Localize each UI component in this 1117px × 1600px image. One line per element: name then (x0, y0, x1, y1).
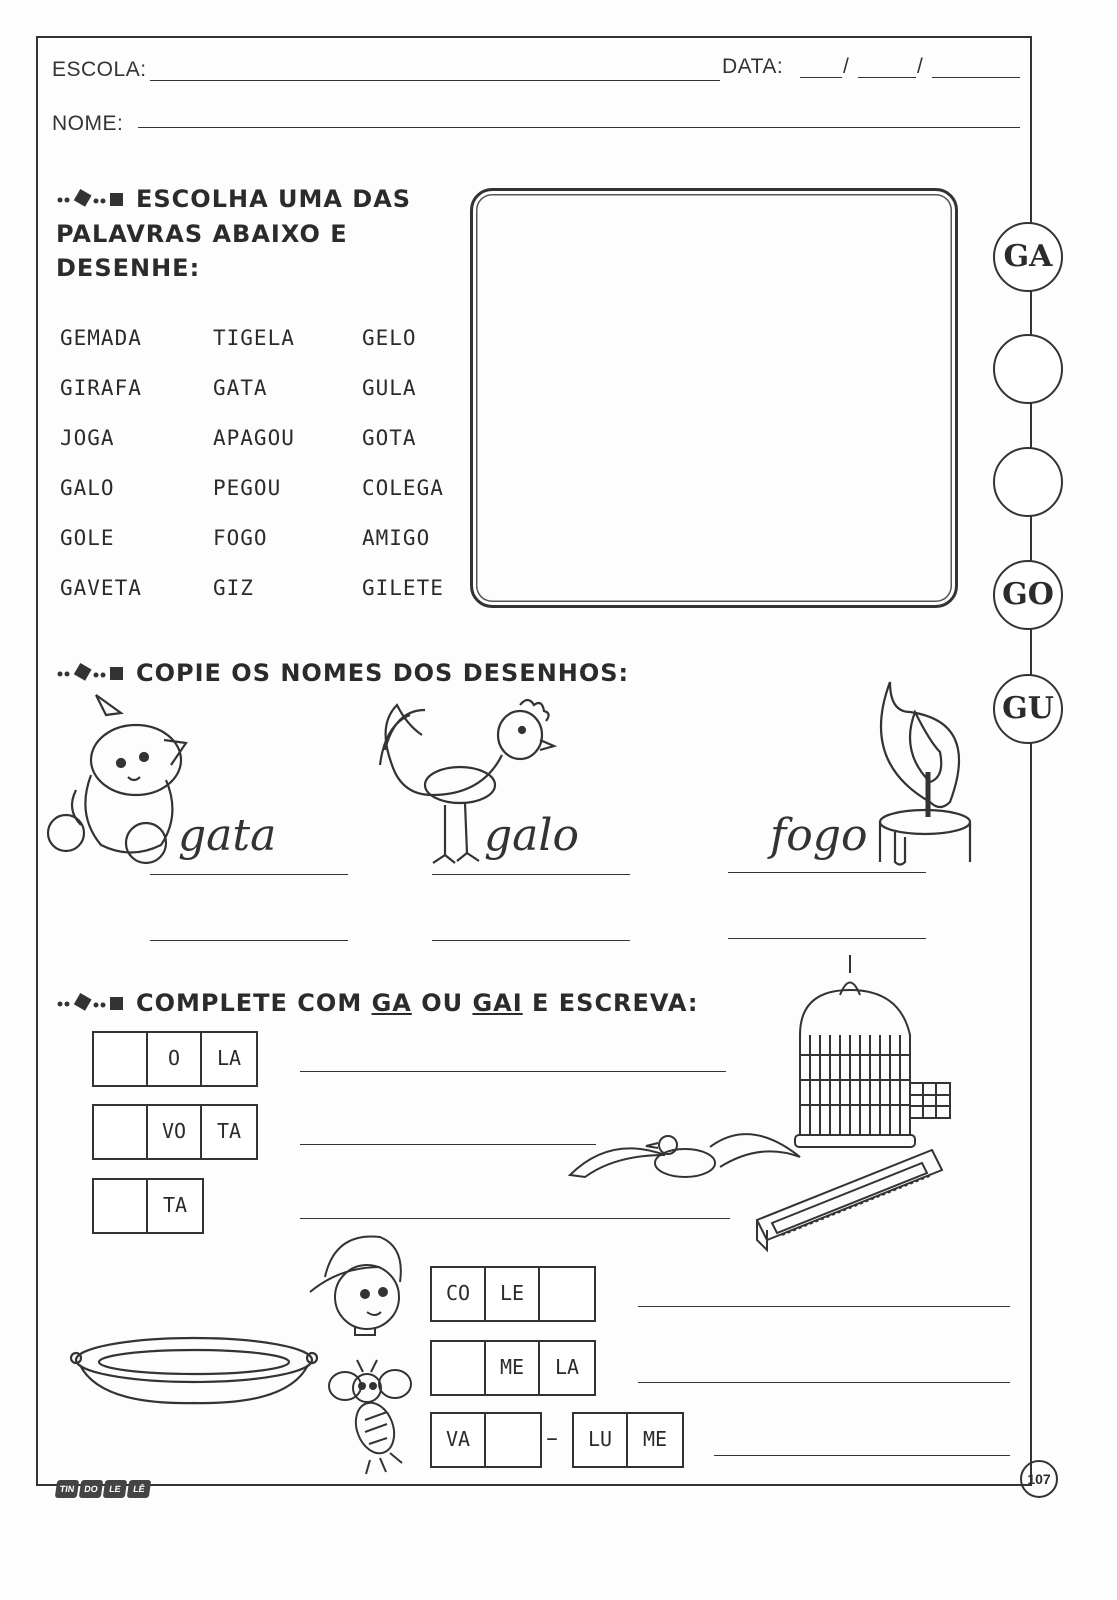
logo-letter: LÊ (127, 1480, 152, 1498)
bowl-icon (70, 1330, 318, 1406)
word-item: GELO (362, 326, 417, 350)
syllable-cell: LE (486, 1268, 540, 1320)
syllable-boxes-row-3 (92, 1178, 204, 1234)
syllable-cell: LU (574, 1414, 628, 1466)
firefly-icon (325, 1358, 415, 1476)
word-item: AMIGO (362, 526, 431, 550)
syllable-blank-cell[interactable] (432, 1342, 486, 1394)
copy-line-gata-2[interactable] (150, 940, 348, 941)
syllable-blank-cell[interactable] (94, 1106, 148, 1158)
side-tab-go: GO (993, 560, 1063, 630)
answer-line-5[interactable] (638, 1382, 1010, 1383)
publisher-logo (56, 1480, 150, 1498)
syllable-cell: TA (162, 1193, 188, 1217)
answer-line-1[interactable] (300, 1071, 726, 1072)
section3-title-post: E ESCREVA: (522, 989, 699, 1017)
side-tab-gu: GU (993, 674, 1063, 744)
side-rail (1030, 220, 1032, 1480)
bullet-icon (56, 657, 128, 691)
cursive-sample-fogo: fogo (770, 810, 868, 861)
word-item: COLEGA (362, 476, 444, 500)
copy-line-fogo-2[interactable] (728, 938, 926, 939)
syllable-boxes-row-2 (92, 1104, 258, 1160)
word-item: PEGOU (213, 476, 282, 500)
date-month-field[interactable] (858, 77, 916, 78)
hyphen: – (546, 1424, 558, 1452)
logo-letter: TIN (55, 1480, 80, 1498)
page-number: 107 (1020, 1460, 1058, 1498)
answer-line-3[interactable] (300, 1218, 730, 1219)
syllable-blank-cell[interactable] (94, 1033, 148, 1085)
word-item: TIGELA (213, 326, 295, 350)
side-tab-blank-2 (993, 447, 1063, 517)
word-item: GILETE (362, 576, 444, 600)
bullet-icon (56, 987, 128, 1021)
syllable-cell: VO (148, 1106, 202, 1158)
answer-line-4[interactable] (638, 1306, 1010, 1307)
syllable-blank-cell[interactable] (540, 1268, 594, 1320)
syllable-cell: O (148, 1033, 202, 1085)
name-label: NOME: (52, 112, 124, 135)
date-day-field[interactable] (800, 77, 842, 78)
syllable-cell: VA (432, 1414, 486, 1466)
syllable-boxes-row-1 (92, 1031, 258, 1087)
bullet-icon (56, 183, 128, 217)
option-ga: GA (371, 989, 412, 1017)
syllable-blank-cell[interactable] (486, 1414, 540, 1466)
section3-title-mid: OU (411, 989, 473, 1017)
syllable-boxes-row-6b (572, 1412, 684, 1468)
word-item: GEMADA (60, 326, 142, 350)
date-separator: / (917, 55, 924, 78)
word-item: GIRAFA (60, 376, 142, 400)
syllable-cell: ME (642, 1427, 668, 1451)
date-year-field[interactable] (932, 77, 1020, 78)
side-tab-blank-1 (993, 334, 1063, 404)
cat-icon (46, 695, 186, 865)
cursive-sample-gata: gata (178, 810, 277, 861)
syllable-cell: TA (216, 1119, 242, 1143)
word-item: APAGOU (213, 426, 295, 450)
word-item: FOGO (213, 526, 268, 550)
syllable-cell: LA (554, 1355, 580, 1379)
option-gai: GAI (472, 989, 523, 1017)
boy-icon (305, 1232, 410, 1337)
section1-title-line2: PALAVRAS ABAIXO E (56, 220, 348, 248)
section1-title (56, 182, 411, 285)
logo-letter: LE (103, 1480, 128, 1498)
section2-title-text: COPIE OS NOMES DOS DESENHOS: (136, 659, 630, 687)
copy-line-galo-2[interactable] (432, 940, 630, 941)
drawing-area[interactable] (470, 188, 958, 608)
answer-line-2[interactable] (300, 1144, 596, 1145)
section1-title-line3: DESENHE: (56, 254, 201, 282)
word-item: GOTA (362, 426, 417, 450)
copy-line-fogo-1[interactable] (728, 872, 926, 873)
word-item: JOGA (60, 426, 115, 450)
syllable-cell: LA (216, 1046, 242, 1070)
syllable-boxes-row-r1 (430, 1266, 596, 1322)
name-field[interactable] (138, 127, 1020, 128)
syllable-boxes-row-6a (430, 1412, 542, 1468)
candle-icon (870, 672, 980, 867)
logo-letter: DO (79, 1480, 104, 1498)
syllable-cell: CO (432, 1268, 486, 1320)
word-item: GIZ (213, 576, 254, 600)
syllable-cell: ME (486, 1342, 540, 1394)
birdcage-icon (795, 955, 955, 1150)
word-item: GATA (213, 376, 268, 400)
word-item: GULA (362, 376, 417, 400)
syllable-blank-cell[interactable] (94, 1180, 148, 1232)
word-item: GALO (60, 476, 115, 500)
copy-line-gata-1[interactable] (150, 874, 348, 875)
copy-line-galo-1[interactable] (432, 874, 630, 875)
date-label: DATA: (722, 55, 784, 78)
section3-title (56, 986, 699, 1021)
side-tab-ga: GA (993, 222, 1063, 292)
word-item: GOLE (60, 526, 115, 550)
harmonica-icon (752, 1145, 947, 1255)
date-separator: / (843, 55, 850, 78)
school-field[interactable] (150, 80, 720, 81)
syllable-boxes-row-r2 (430, 1340, 596, 1396)
section3-title-pre: COMPLETE COM (136, 989, 372, 1017)
cursive-sample-galo: galo (484, 810, 579, 861)
word-item: GAVETA (60, 576, 142, 600)
section1-title-line1: ESCOLHA UMA DAS (136, 185, 412, 213)
school-label: ESCOLA: (52, 58, 147, 81)
section2-title (56, 656, 629, 691)
answer-line-6[interactable] (714, 1455, 1010, 1456)
